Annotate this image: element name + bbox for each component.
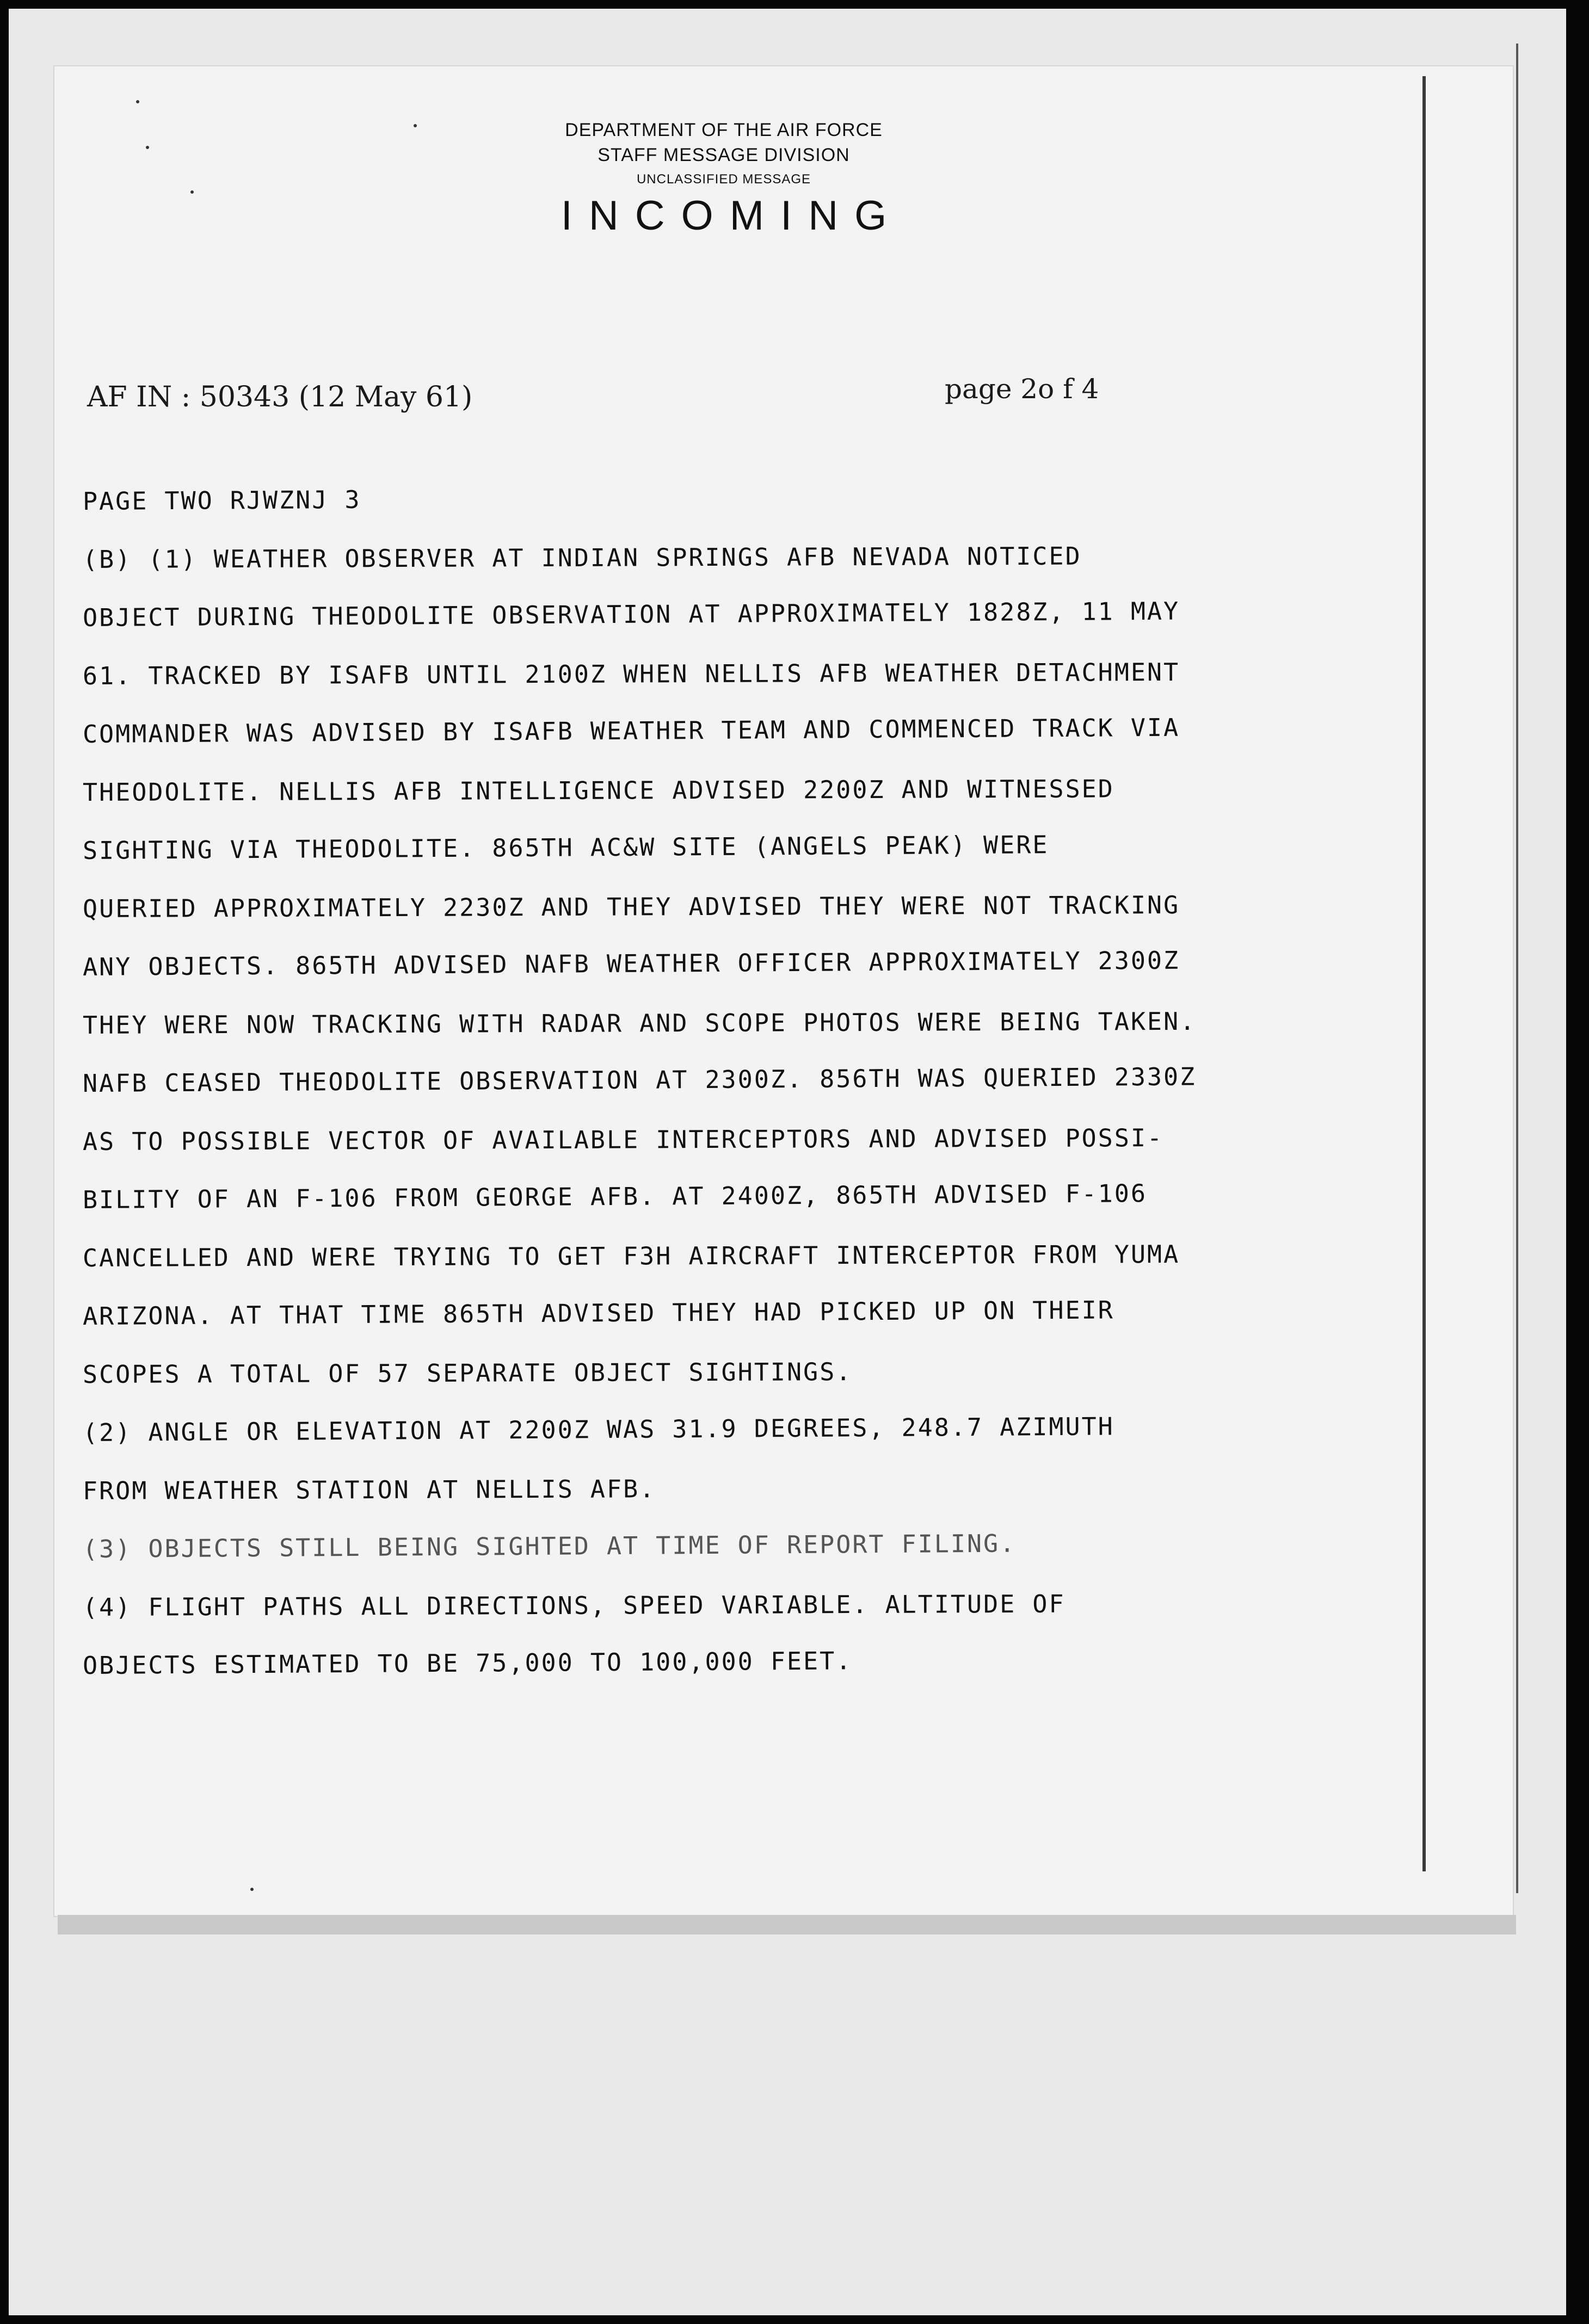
message-line: SCOPES A TOTAL OF 57 SEPARATE OBJECT SIGHTINGS. bbox=[82, 1357, 853, 1389]
message-body bbox=[83, 472, 1416, 1695]
message-line: SIGHTING VIA THEODOLITE. 865TH AC&W SITE (ANGELS PEAK) WERE bbox=[82, 830, 1049, 865]
outer-right-edge bbox=[1516, 44, 1518, 1893]
incoming-title: INCOMING bbox=[561, 193, 903, 239]
message-header bbox=[0, 118, 1448, 240]
classification-label: UNCLASSIFIED MESSAGE bbox=[636, 172, 811, 187]
department-title: DEPARTMENT OF THE AIR FORCE bbox=[565, 120, 883, 140]
message-line: AS TO POSSIBLE VECTOR OF AVAILABLE INTERCEPTORS AND ADVISED POSSI- bbox=[82, 1123, 1164, 1156]
message-line: ARIZONA. AT THAT TIME 865TH ADVISED THEY HAD PICKED UP ON THEIR bbox=[82, 1295, 1114, 1331]
division-title: STAFF MESSAGE DIVISION bbox=[598, 145, 850, 165]
af-in-reference: AF IN : 50343 (12 May 61) bbox=[87, 381, 473, 413]
dust-speck bbox=[250, 1888, 254, 1891]
message-line: (2) ANGLE OR ELEVATION AT 2200Z WAS 31.9 DEGREES, 248.7 AZIMUTH bbox=[82, 1412, 1114, 1447]
message-line: ANY OBJECTS. 865TH ADVISED NAFB WEATHER OFFICER APPROXIMATELY 2300Z bbox=[82, 945, 1180, 981]
message-line: (3) OBJECTS STILL BEING SIGHTED AT TIME OF REPORT FILING. bbox=[82, 1529, 1017, 1563]
message-line: FROM WEATHER STATION AT NELLIS AFB. bbox=[82, 1474, 656, 1505]
message-line: NAFB CEASED THEODOLITE OBSERVATION AT 2300Z. 856TH WAS QUERIED 2330Z bbox=[82, 1062, 1197, 1098]
message-line: 61. TRACKED BY ISAFB UNTIL 2100Z WHEN NELLIS AFB WEATHER DETACHMENT bbox=[82, 657, 1180, 690]
message-line: (4) FLIGHT PATHS ALL DIRECTIONS, SPEED VARIABLE. ALTITUDE OF bbox=[82, 1589, 1066, 1622]
message-line: PAGE TWO RJWZNJ 3 bbox=[82, 485, 361, 516]
message-line: BILITY OF AN F-106 FROM GEORGE AFB. AT 2400Z, 865TH ADVISED F-106 bbox=[82, 1179, 1148, 1214]
message-line: OBJECTS ESTIMATED TO BE 75,000 TO 100,000 FEET. bbox=[82, 1646, 853, 1680]
message-line: (B) (1) WEATHER OBSERVER AT INDIAN SPRINGS AFB NEVADA NOTICED bbox=[82, 541, 1082, 574]
dust-speck bbox=[136, 100, 139, 103]
sheet-right-edge bbox=[1422, 76, 1426, 1871]
page-marker: page 2o f 4 bbox=[945, 373, 1099, 405]
message-line: COMMANDER WAS ADVISED BY ISAFB WEATHER TEAM AND COMMENCED TRACK VIA bbox=[82, 713, 1180, 749]
message-line: THEY WERE NOW TRACKING WITH RADAR AND SCOPE PHOTOS WERE BEING TAKEN. bbox=[82, 1006, 1197, 1040]
sheet-shadow bbox=[58, 1915, 1516, 1934]
message-line: QUERIED APPROXIMATELY 2230Z AND THEY ADVISED THEY WERE NOT TRACKING bbox=[82, 890, 1180, 923]
message-line: OBJECT DURING THEODOLITE OBSERVATION AT APPROXIMATELY 1828Z, 11 MAY bbox=[82, 596, 1180, 632]
message-line: THEODOLITE. NELLIS AFB INTELLIGENCE ADVISED 2200Z AND WITNESSED bbox=[82, 774, 1114, 807]
message-line: CANCELLED AND WERE TRYING TO GET F3H AIRCRAFT INTERCEPTOR FROM YUMA bbox=[82, 1239, 1180, 1272]
